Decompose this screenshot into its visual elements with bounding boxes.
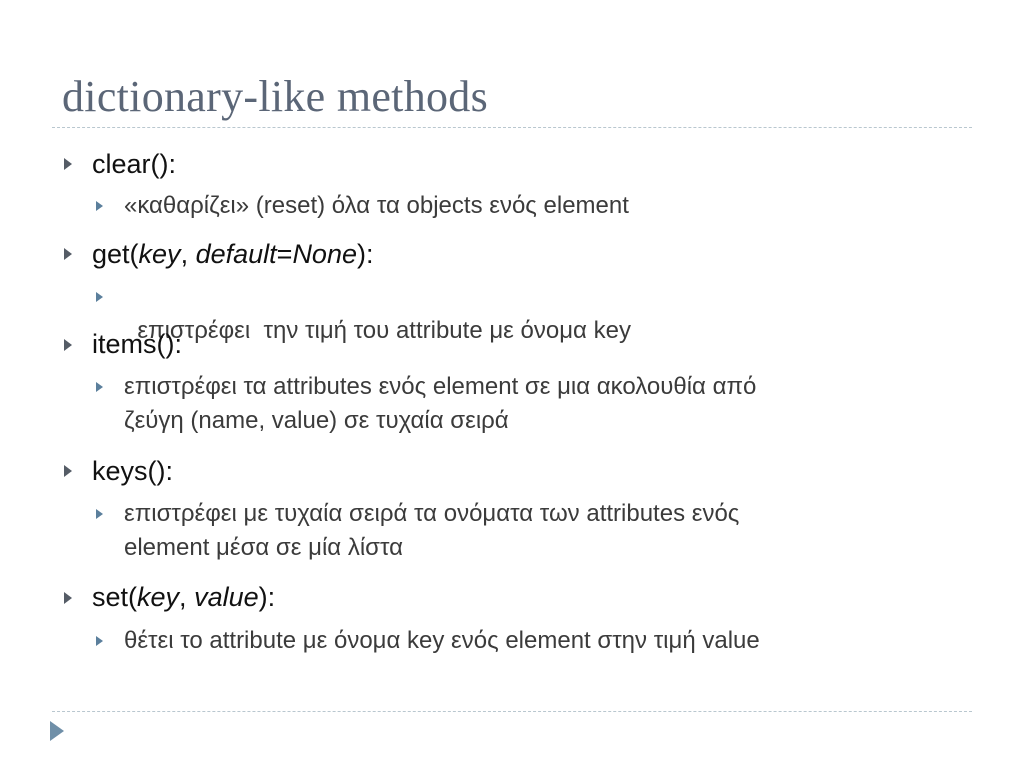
bullet-arrow-icon	[64, 339, 72, 351]
description-line: επιστρέφει την τιμή του attribute με όνομα key	[137, 317, 631, 344]
sub-bullet-arrow-icon	[96, 292, 103, 302]
method-keys: keys():	[92, 456, 173, 486]
bullet-arrow-icon	[64, 158, 72, 170]
sub-bullet-arrow-icon	[96, 509, 103, 519]
clear-description	[124, 189, 629, 223]
description-line: θέτει το attribute με όνομα key ενός element στην τιμή value	[124, 627, 760, 654]
slide-marker-icon	[50, 721, 64, 741]
description-line: επιστρέφει τα attributes ενός element σε μια ακολουθία από	[124, 373, 757, 400]
method-set: set(key, value):	[92, 582, 276, 612]
footer-divider	[52, 711, 972, 712]
description-line: ζεύγη (name, value) σε τυχαία σειρά	[124, 407, 509, 434]
get-description	[124, 280, 631, 348]
title-divider	[52, 127, 972, 128]
sub-bullet-arrow-icon	[96, 201, 103, 211]
description-line: element μέσα σε μία λίστα	[124, 534, 403, 561]
bullet-arrow-icon	[64, 592, 72, 604]
bullet-arrow-icon	[64, 465, 72, 477]
set-description	[124, 624, 760, 658]
items-description	[124, 370, 756, 438]
bullet-arrow-icon	[64, 248, 72, 260]
sub-bullet-arrow-icon	[96, 636, 103, 646]
sub-bullet-arrow-icon	[96, 382, 103, 392]
method-items: items():	[92, 329, 182, 359]
method-get: get(key, default=None):	[92, 239, 374, 269]
method-clear: clear():	[92, 149, 177, 179]
description-line: επιστρέφει με τυχαία σειρά τα ονόματα των attributes ενός	[124, 500, 740, 527]
keys-description	[124, 497, 739, 565]
slide-title: dictionary-like methods	[62, 72, 489, 121]
description-line: «καθαρίζει» (reset) όλα τα objects ενός element	[124, 192, 629, 219]
